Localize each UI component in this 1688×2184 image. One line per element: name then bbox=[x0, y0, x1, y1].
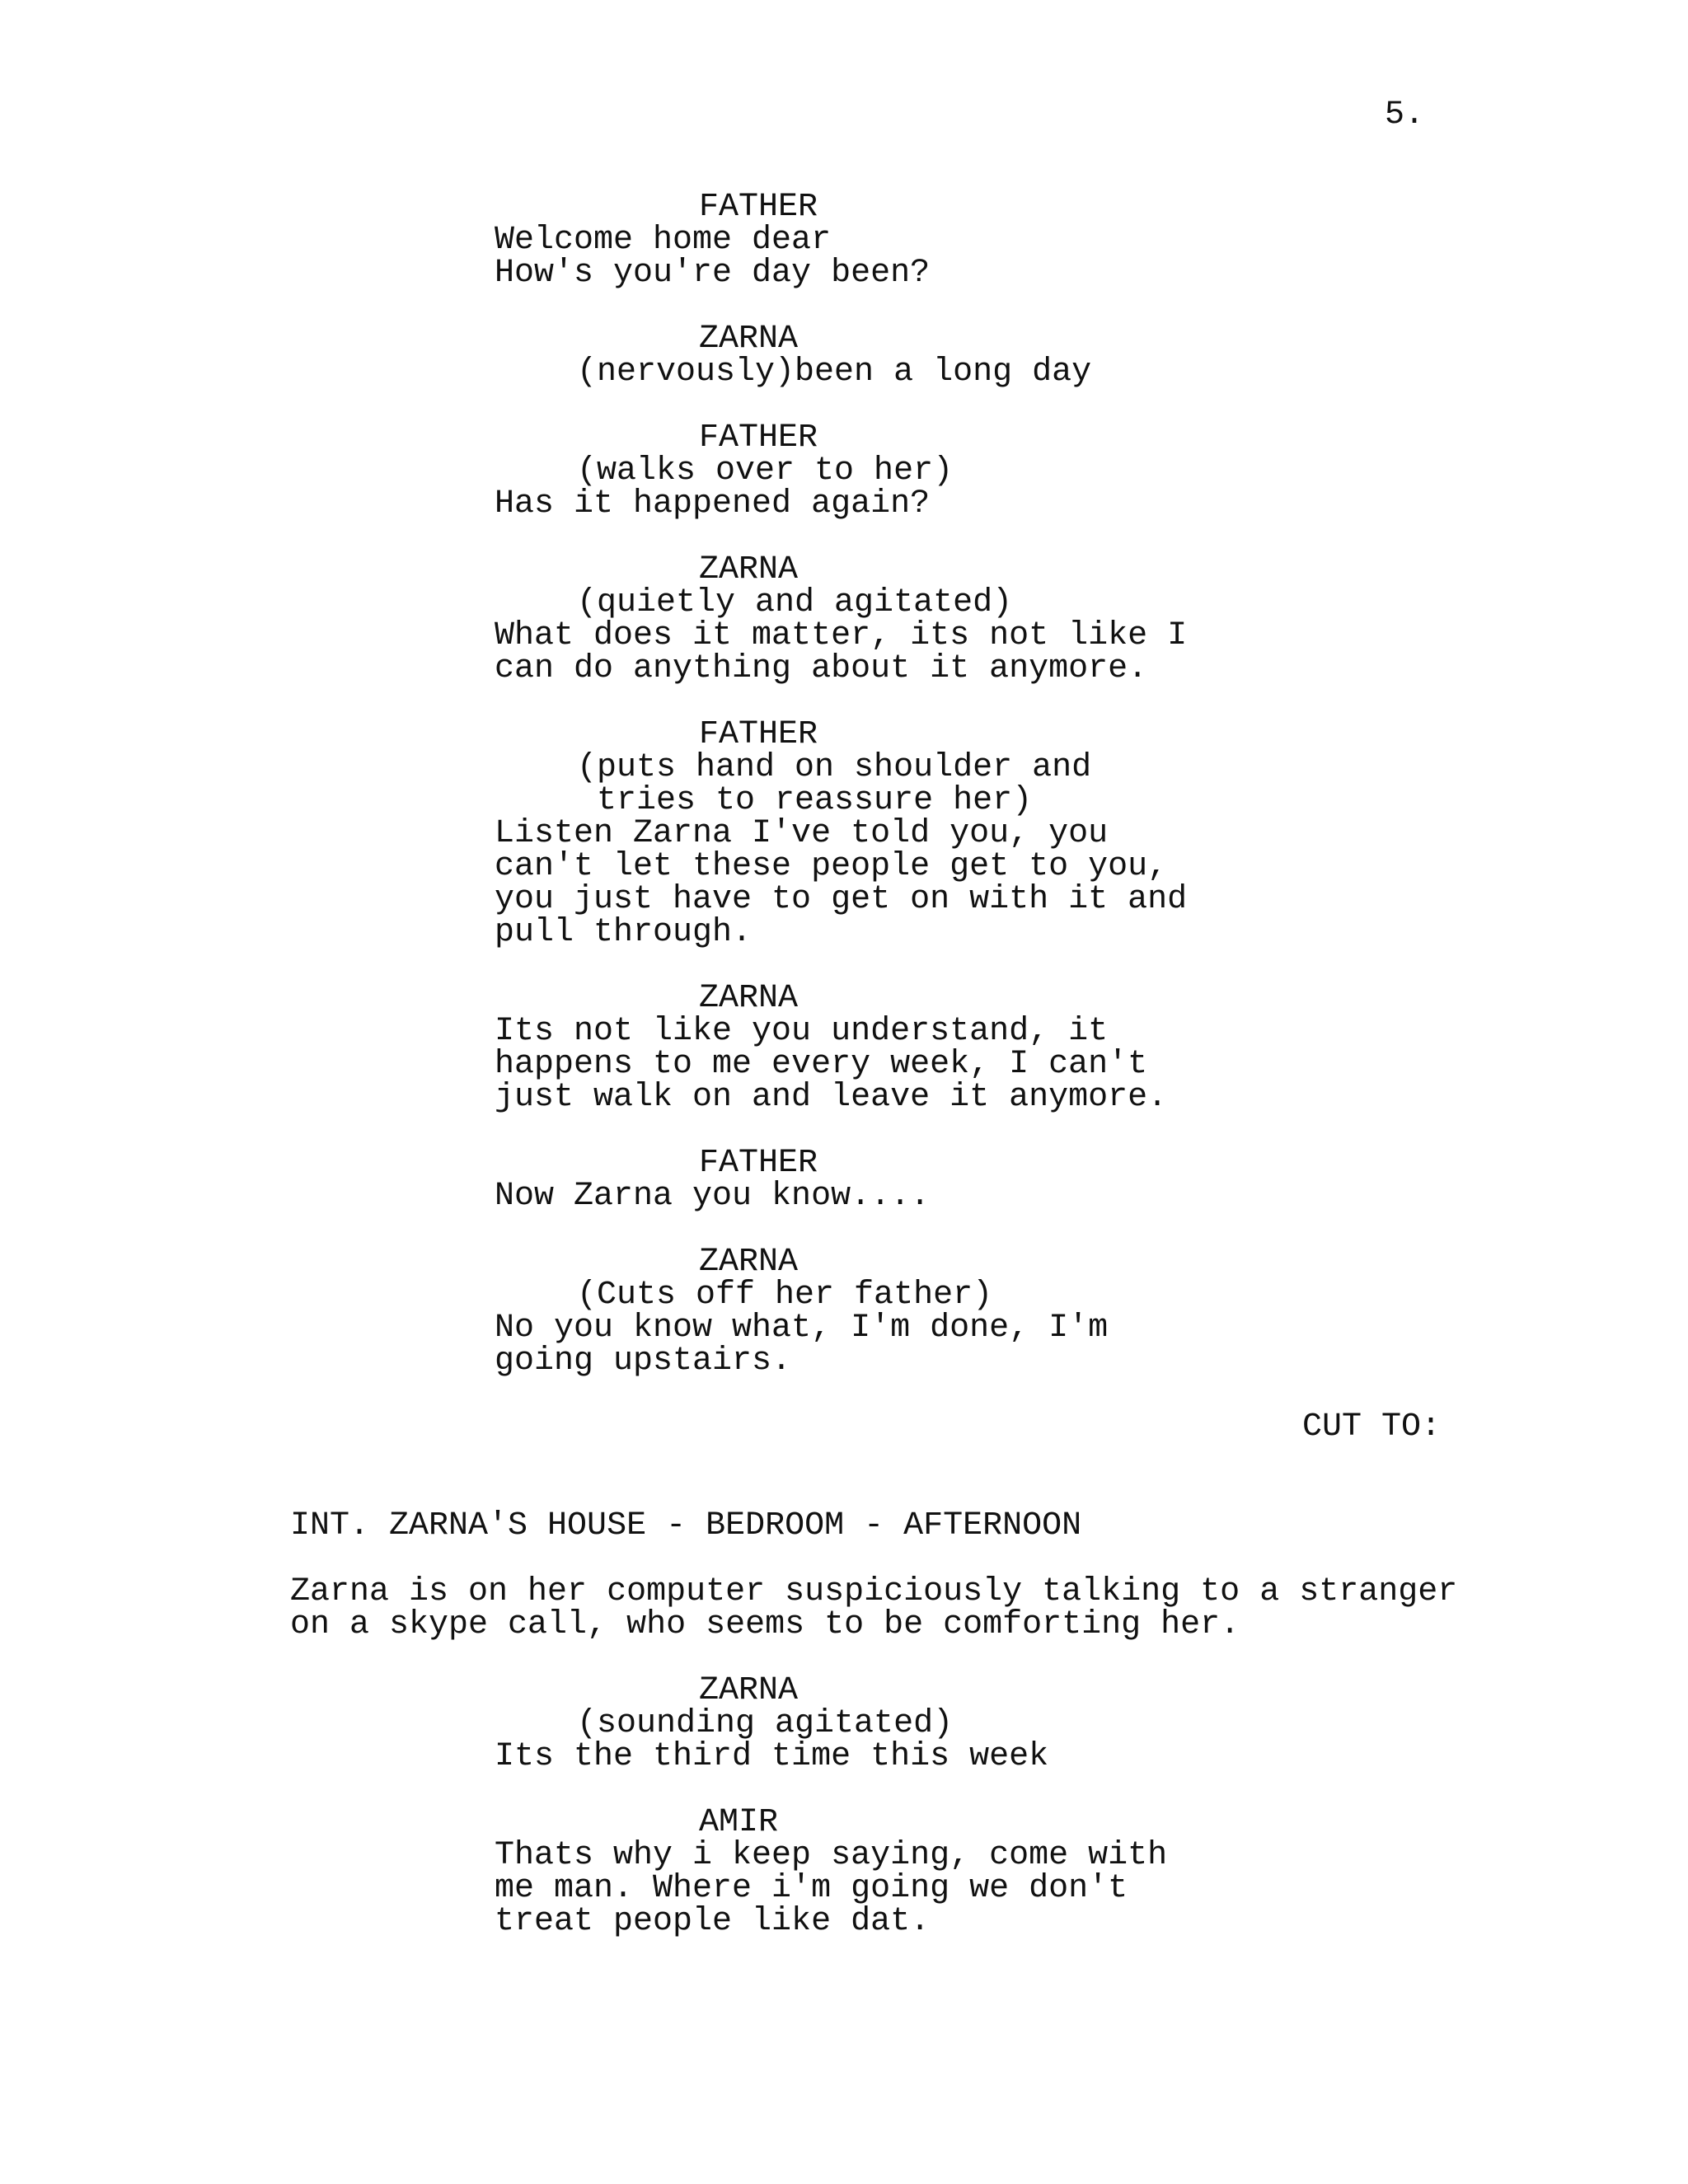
action-line: on a skype call, who seems to be comforting her. bbox=[290, 1606, 1240, 1643]
dialogue-line: can't let these people get to you, bbox=[495, 848, 1168, 885]
character-name: ZARNA bbox=[699, 980, 799, 1017]
parenthetical: tries to reassure her) bbox=[577, 782, 1033, 819]
dialogue-line: can do anything about it anymore. bbox=[495, 650, 1148, 687]
dialogue-line: How's you're day been? bbox=[495, 255, 931, 292]
transition: CUT TO: bbox=[1302, 1408, 1442, 1446]
dialogue-line: pull through. bbox=[495, 914, 753, 951]
parenthetical: (Cuts off her father) bbox=[577, 1277, 993, 1314]
parenthetical: (puts hand on shoulder and bbox=[577, 749, 1092, 786]
dialogue-line: going upstairs. bbox=[495, 1343, 792, 1380]
parenthetical: (quietly and agitated) bbox=[577, 584, 1013, 621]
dialogue-line: Has it happened again? bbox=[495, 485, 931, 523]
dialogue-line: Now Zarna you know.... bbox=[495, 1178, 931, 1215]
dialogue-line: just walk on and leave it anymore. bbox=[495, 1079, 1168, 1116]
dialogue-line: Its the third time this week bbox=[495, 1738, 1049, 1775]
dialogue-line: Its not like you understand, it bbox=[495, 1013, 1109, 1050]
page-number: 5. bbox=[1385, 96, 1425, 134]
character-name: ZARNA bbox=[699, 1244, 799, 1281]
dialogue-line: Thats why i keep saying, come with bbox=[495, 1837, 1168, 1874]
character-name: FATHER bbox=[699, 419, 818, 457]
dialogue-line: happens to me every week, I can't bbox=[495, 1046, 1148, 1083]
character-name: AMIR bbox=[699, 1804, 779, 1841]
dialogue-line: No you know what, I'm done, I'm bbox=[495, 1310, 1109, 1347]
dialogue-line: Welcome home dear bbox=[495, 222, 832, 259]
scene-heading: INT. ZARNA'S HOUSE - BEDROOM - AFTERNOON bbox=[290, 1507, 1082, 1544]
character-name: ZARNA bbox=[699, 321, 799, 358]
character-name: FATHER bbox=[699, 716, 818, 753]
dialogue-line: me man. Where i'm going we don't bbox=[495, 1870, 1128, 1907]
parenthetical: (nervously)been a long day bbox=[577, 354, 1092, 391]
character-name: FATHER bbox=[699, 1145, 818, 1182]
character-name: ZARNA bbox=[699, 551, 799, 588]
parenthetical: (walks over to her) bbox=[577, 452, 954, 490]
character-name: ZARNA bbox=[699, 1672, 799, 1709]
dialogue-line: Listen Zarna I've told you, you bbox=[495, 815, 1109, 852]
dialogue-line: treat people like dat. bbox=[495, 1903, 931, 1940]
dialogue-line: you just have to get on with it and bbox=[495, 881, 1188, 918]
action-line: Zarna is on her computer suspiciously talking to a stranger bbox=[290, 1573, 1458, 1610]
dialogue-line: What does it matter, its not like I bbox=[495, 617, 1188, 654]
parenthetical: (sounding agitated) bbox=[577, 1705, 954, 1742]
character-name: FATHER bbox=[699, 189, 818, 226]
